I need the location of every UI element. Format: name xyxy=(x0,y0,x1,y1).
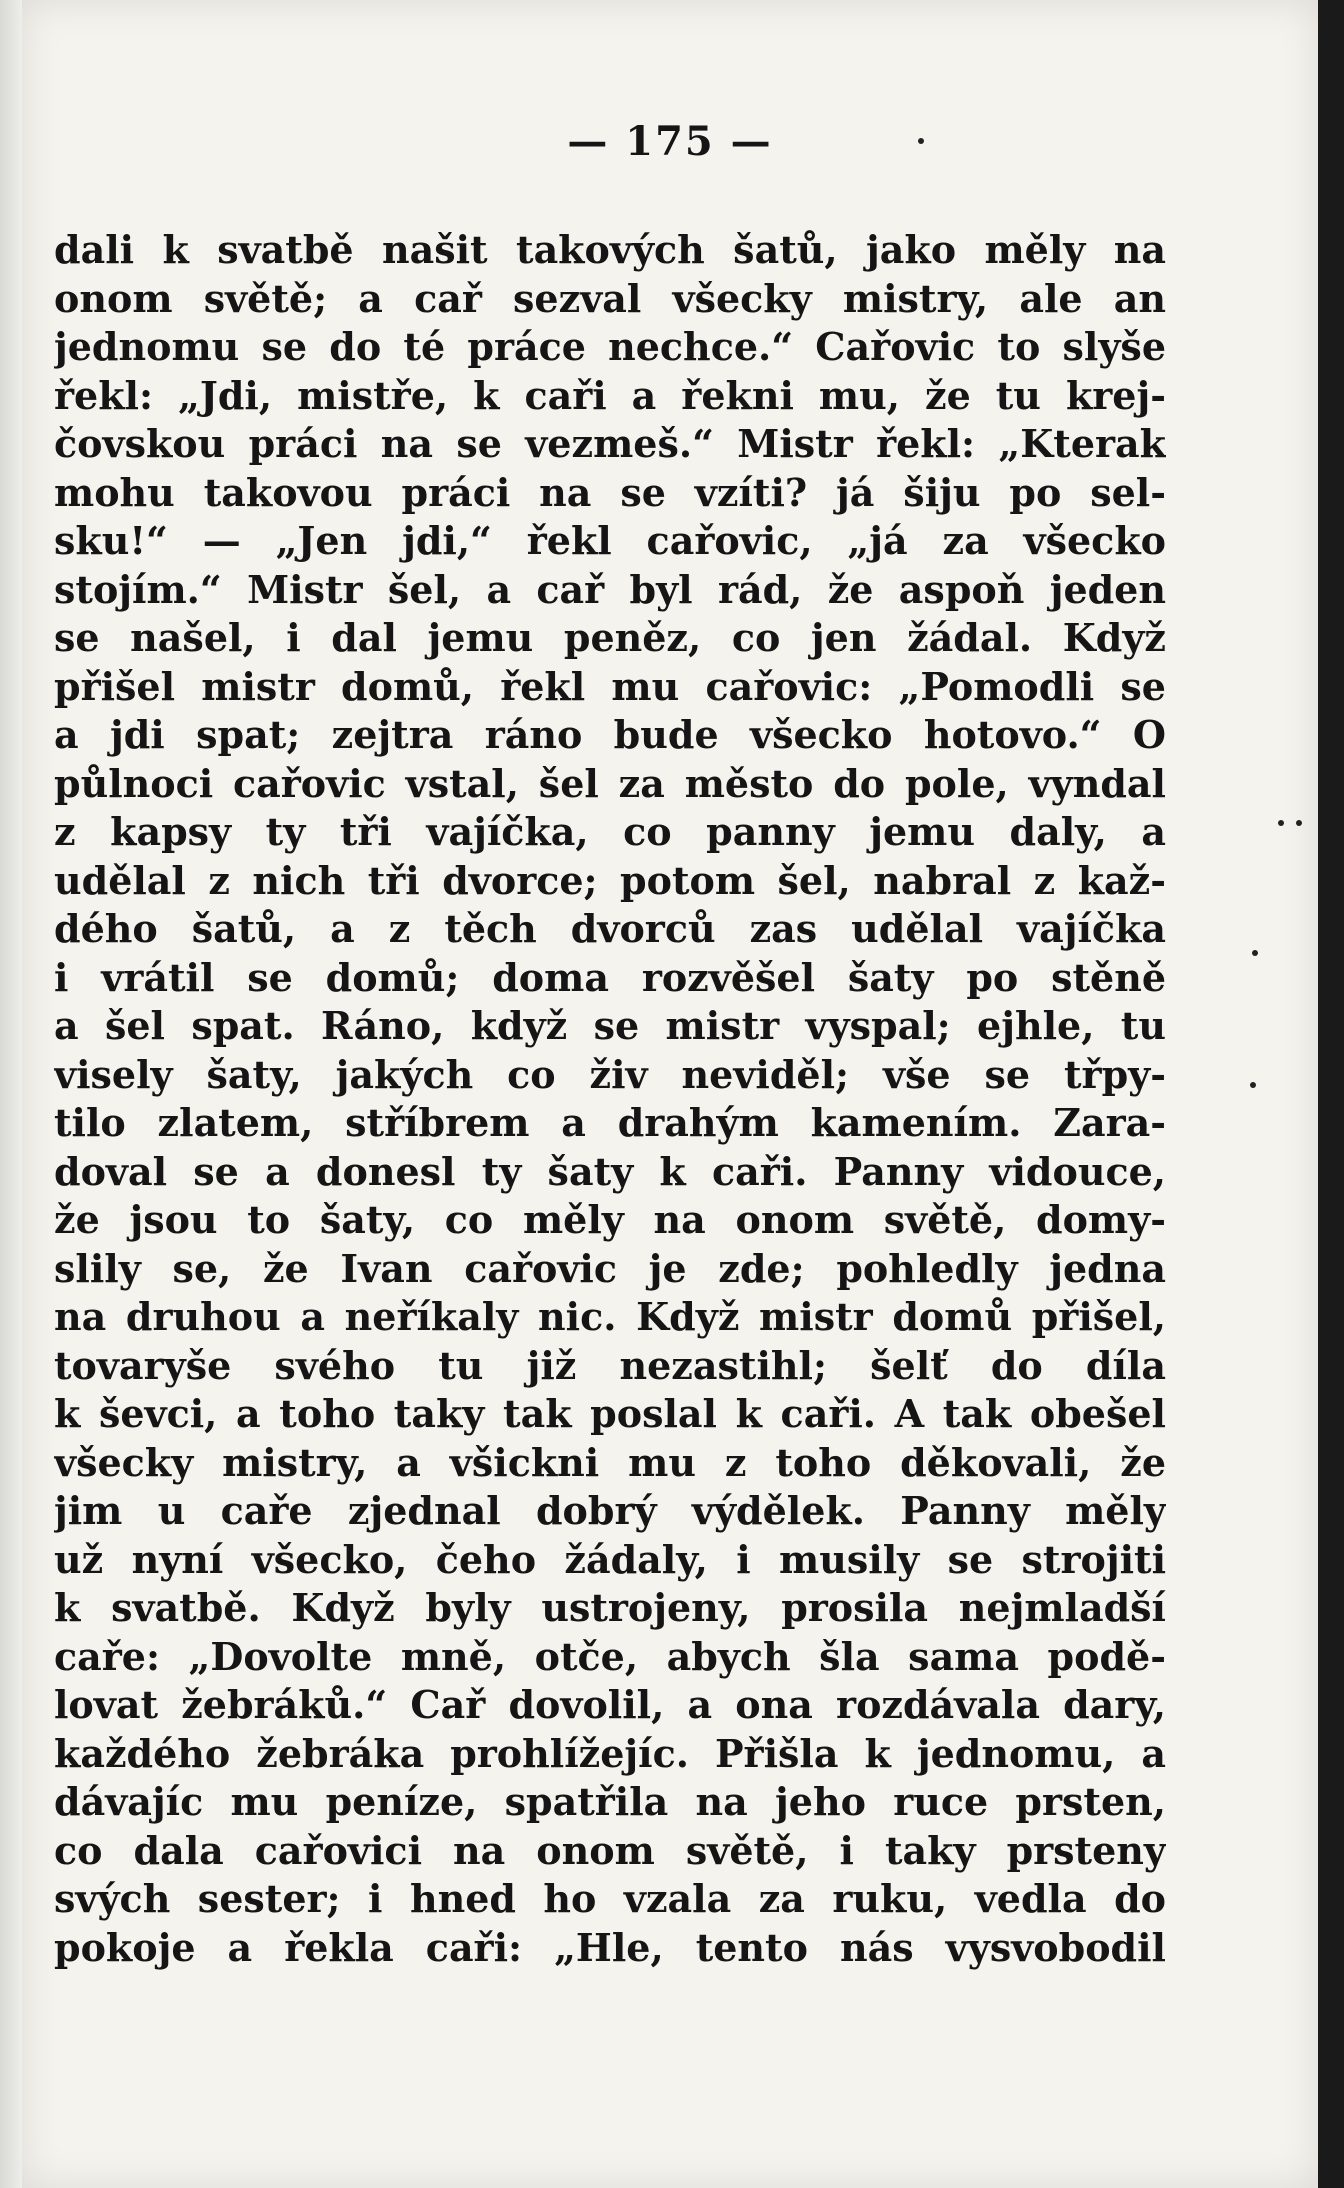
text-line: i vrátil se domů; doma rozvěšel šaty po stěně xyxy=(54,954,1166,1000)
text-line: dého šatů, a z těch dvorců zas udělal vajíčka xyxy=(54,906,1166,951)
speck xyxy=(1296,820,1302,826)
text-line: všecky mistry, a všickni mu z toho děkovali, že xyxy=(54,1439,1166,1485)
text-line: doval se a donesl ty šaty k caři. Panny vidouce, xyxy=(54,1148,1166,1194)
text-line: k svatbě. Když byly ustrojeny, prosila nejmladší xyxy=(54,1585,1166,1630)
body-text xyxy=(54,226,1166,1972)
text-line: že jsou to šaty, co měly na onom světě, domy- xyxy=(54,1197,1166,1242)
text-line: caře: „Dovolte mně, otče, abych šla sama podě- xyxy=(54,1633,1166,1679)
text-line: z kapsy ty tři vajíčka, co panny jemu daly, a xyxy=(54,809,1166,854)
text-line: jednomu se do té práce nechce.“ Cařovic to slyše xyxy=(54,324,1166,369)
text-line: na druhou a neříkaly nic. Když mistr domů přišel, xyxy=(54,1294,1166,1339)
text-line: svých sester; i hned ho vzala za ruku, vedla do xyxy=(54,1876,1166,1921)
text-line: onom světě; a cař sezval všecky mistry, ale an xyxy=(54,275,1166,321)
speck xyxy=(1252,950,1258,956)
text-line: pokoje a řekla caři: „Hle, tento nás vysvobodil xyxy=(54,1924,1166,1970)
text-line: co dala cařovici na onom světě, i taky prsteny xyxy=(54,1827,1166,1873)
text-line: stojím.“ Mistr šel, a cař byl rád, že aspoň jeden xyxy=(54,566,1166,612)
text-line: každého žebráka prohlížejíc. Přišla k jednomu, a xyxy=(54,1730,1166,1776)
text-line: a šel spat. Ráno, když se mistr vyspal; ejhle, tu xyxy=(54,1003,1166,1048)
speck xyxy=(918,138,924,144)
text-line: přišel mistr domů, řekl mu cařovic: „Pomodli se xyxy=(54,663,1166,709)
page-number: — 175 — xyxy=(567,118,773,165)
text-line: visely šaty, jakých co živ neviděl; vše se třpy- xyxy=(54,1051,1166,1097)
scan-right-margin xyxy=(1318,0,1344,2188)
text-line: dávajíc mu peníze, spatřila na jeho ruce prsten, xyxy=(54,1779,1166,1824)
scan-left-margin xyxy=(0,0,24,2188)
text-line: čovskou práci na se vezmeš.“ Mistr řekl: „Kterak xyxy=(54,421,1166,466)
text-line: sku!“ — „Jen jdi,“ řekl cařovic, „já za všecko xyxy=(54,518,1166,563)
text-line: tovaryše svého tu již nezastihl; šelť do díla xyxy=(54,1342,1166,1388)
book-page xyxy=(22,0,1318,2188)
text-line: lovat žebráků.“ Cař dovolil, a ona rozdávala dary, xyxy=(54,1682,1166,1727)
speck xyxy=(1250,1082,1256,1088)
text-line: řekl: „Jdi, mistře, k caři a řekni mu, že tu krej- xyxy=(54,372,1166,418)
text-line: jim u caře zjednal dobrý výdělek. Panny měly xyxy=(54,1488,1166,1533)
text-line: tilo zlatem, stříbrem a drahým kamením. Zara- xyxy=(54,1100,1166,1145)
text-line: k ševci, a toho taky tak poslal k caři. A tak obešel xyxy=(54,1391,1166,1436)
text-line: slily se, že Ivan cařovic je zde; pohledly jedna xyxy=(54,1245,1166,1291)
text-line: dali k svatbě našit takových šatů, jako měly na xyxy=(54,227,1166,272)
text-line: a jdi spat; zejtra ráno bude všecko hotovo.“ O xyxy=(54,712,1166,757)
text-line: udělal z nich tři dvorce; potom šel, nabral z kaž- xyxy=(54,857,1166,903)
text-line: se našel, i dal jemu peněz, co jen žádal. Když xyxy=(54,615,1166,660)
text-line: půlnoci cařovic vstal, šel za město do pole, vyndal xyxy=(54,760,1166,806)
speck xyxy=(1278,820,1284,826)
text-line: mohu takovou práci na se vzíti? já šiju po sel- xyxy=(54,469,1166,515)
text-line: už nyní všecko, čeho žádaly, i musily se strojiti xyxy=(54,1536,1166,1582)
